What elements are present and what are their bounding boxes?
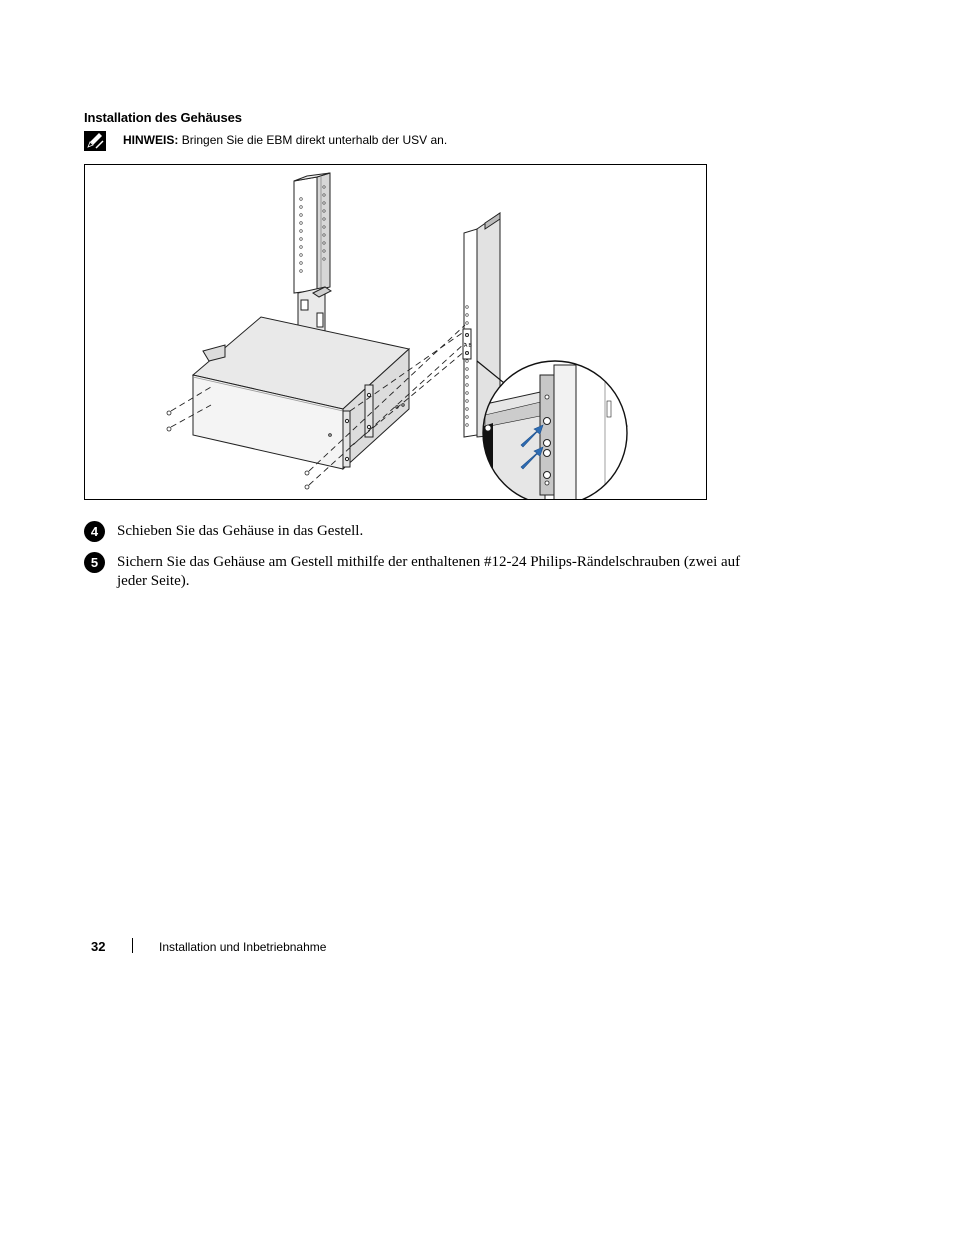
note-body: Bringen Sie die EBM direkt unterhalb der USV an. bbox=[181, 133, 448, 147]
step-text: Sichern Sie das Gehäuse am Gestell mithilfe der enthaltenen #12-24 Philips-Rändelschrauben (zwei auf jeder Seite). bbox=[117, 554, 741, 589]
footer-divider bbox=[132, 938, 133, 953]
note-label: HINWEIS: bbox=[123, 133, 179, 147]
page-number: 32 bbox=[91, 939, 106, 954]
rack-installation-figure bbox=[84, 164, 707, 500]
pencil-note-icon bbox=[84, 131, 106, 151]
rail-label: A B bbox=[464, 343, 472, 349]
detail-callout bbox=[477, 359, 631, 499]
left-rack-rail bbox=[294, 173, 330, 293]
note-text bbox=[123, 133, 447, 147]
step-number-badge: 4 bbox=[84, 521, 105, 542]
section-title: Installation des Gehäuses bbox=[84, 110, 242, 125]
step-number-badge: 5 bbox=[84, 552, 105, 573]
footer-chapter-title: Installation und Inbetriebnahme bbox=[159, 940, 327, 954]
note bbox=[84, 131, 724, 153]
rack-illustration bbox=[85, 165, 706, 499]
step-text: Schieben Sie das Gehäuse in das Gestell. bbox=[117, 523, 364, 539]
